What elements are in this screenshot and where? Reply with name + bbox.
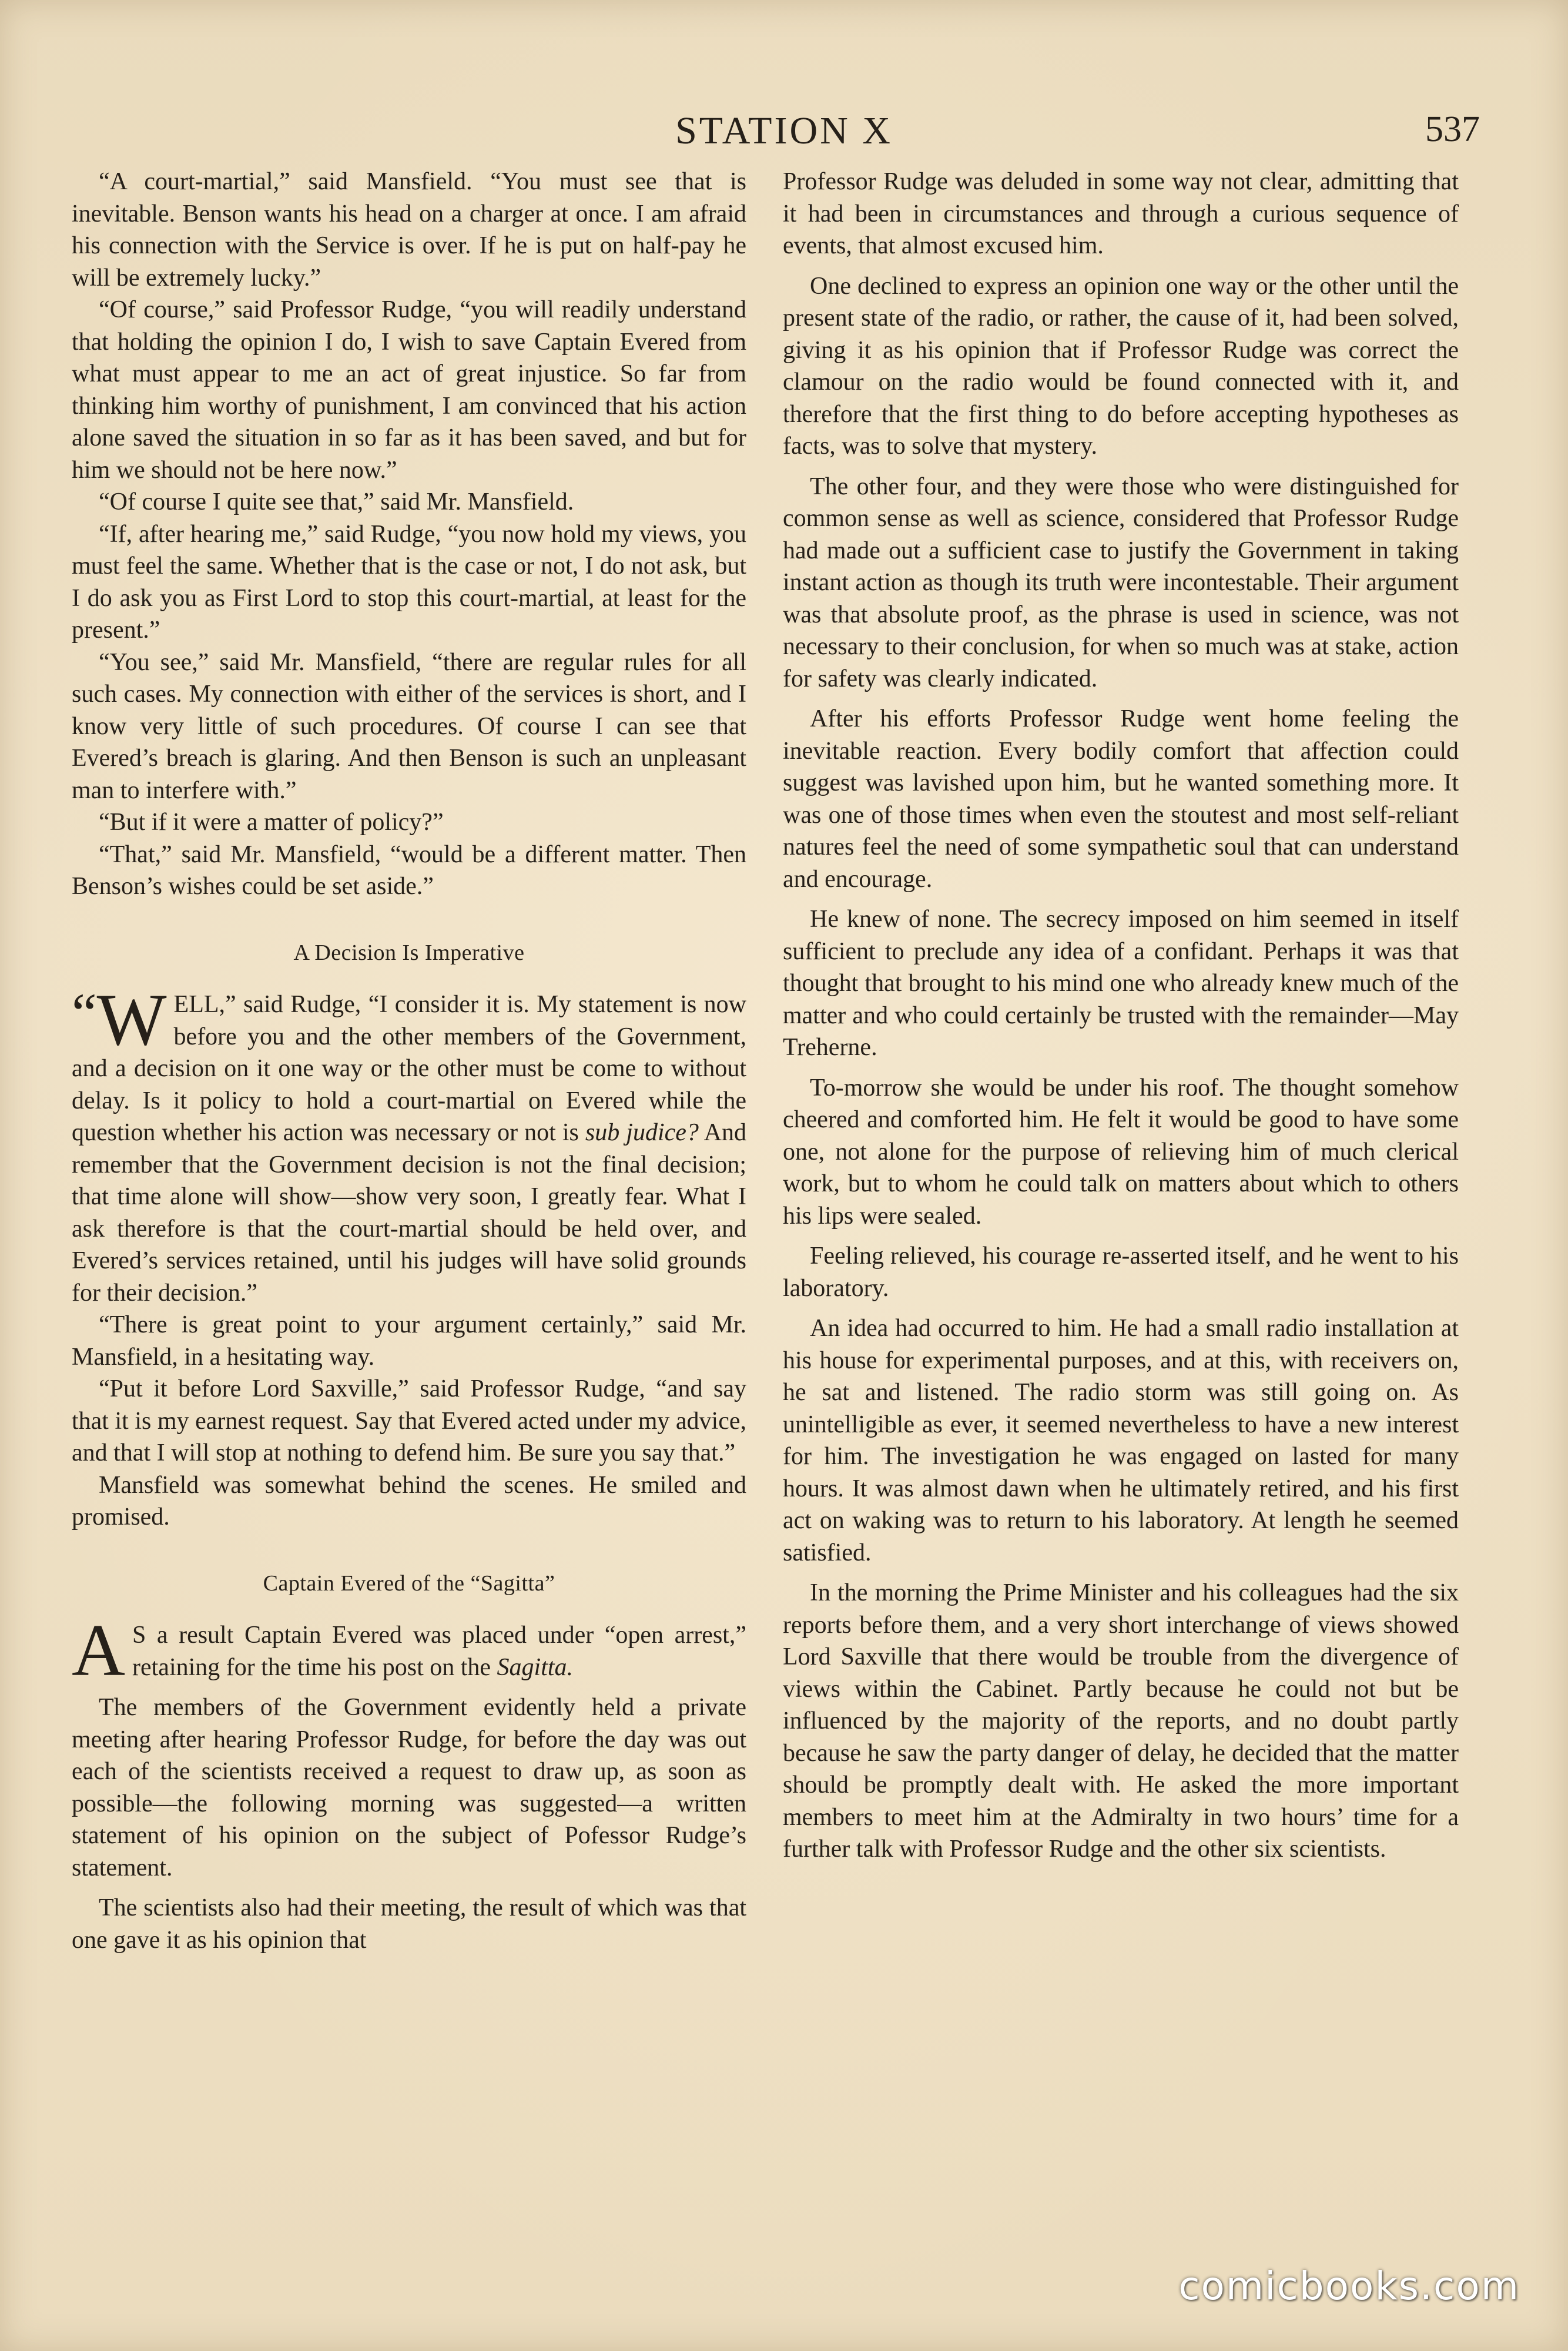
paragraph-with-drop-cap bbox=[72, 1610, 746, 1692]
italic-text: Sagitta. bbox=[497, 1653, 574, 1681]
paragraph: An idea had occurred to him. He had a small radio installation at his house for experimental purposes, and at this, with receivers on, he sat and listened. The radio storm was still going on. As unintelligible as ever, it seemed nevertheless to have a new interest for him. The investigation he was engaged on lasted for many hours. It was almost dawn when he ultimately retired, and his first act on waking was to return to his laboratory. At length he seemed satisfied. bbox=[783, 1315, 1459, 1566]
drop-cap-quote: “ bbox=[72, 982, 97, 1044]
paragraph: “Of course,” said Professor Rudge, “you will readily understand that holding the opinion I do, I wish to save Captain Evered from what must appear to me an act of great injustice. So far from thinking him worthy of punishment, I am convinced that his action alone saved the situation in so far as it has been saved, and but for him we should not be here now.” bbox=[72, 296, 746, 484]
italic-text: sub judice? bbox=[585, 1119, 699, 1146]
paragraph: “A court-martial,” said Mansfield. “You must see that is inevitable. Benson wants his head on a charger at once. I am afraid his connection with the Service is over. If he is put on half-pay he will be extremely lucky.” bbox=[72, 168, 746, 292]
paragraph-text: S a result Captain Evered was placed under “open arrest,” retaining for the time his post on the bbox=[132, 1622, 746, 1681]
paragraph: Professor Rudge was deluded in some way not clear, admitting that it had been in circumstances and through a curious sequence of events, that almost excused him. bbox=[783, 168, 1459, 259]
running-title: STATION X bbox=[675, 109, 893, 152]
paragraph-text: And remember that the Government decision is not the final decision; that time alone will show—show very soon, I greatly fear. What I ask therefore is that the court-martial should be held over, and Evered’s services retained, until his judges will have solid grounds for their decision.” bbox=[72, 1119, 746, 1307]
drop-cap bbox=[72, 979, 167, 1061]
paragraph: “Put it before Lord Saxville,” said Professor Rudge, “and say that it is my earnest request. Say that Evered acted under my advice, and that I will stop at nothing to defend him. Be sure you say that.” bbox=[72, 1375, 746, 1466]
left-column bbox=[72, 166, 746, 1956]
paragraph-text: ELL,” said Rudge, “I consider it is. My statement is now before you and the other members of the Government, and a decision on it one way or the other must be come to without delay. Is it policy to hold a court-martial on Evered while the question whether his action was necessary or not is bbox=[72, 991, 746, 1146]
paragraph: “There is great point to your argument certainly,” said Mr. Mansfield, in a hesitating way. bbox=[72, 1311, 746, 1371]
paragraph: “You see,” said Mr. Mansfield, “there are regular rules for all such cases. My connection with either of the services is short, and I know very little of such procedures. Of course I can see that Evered’s breach is glaring. And then Benson is such an unpleasant man to interfere with.” bbox=[72, 648, 746, 804]
paragraph: In the morning the Prime Minister and his colleagues had the six reports before them, and a very short interchange of views showed Lord Saxville that there would be trouble from the divergence of views within the Cabinet. Partly because he could not but be influenced by the majority of the reports, and no doubt partly because he saw the party danger of delay, he decided that the matter should be promptly dealt with. He asked the more important members to meet him at the Admiralty in two hours’ time for a further talk with Professor Rudge and the other six scientists. bbox=[783, 1579, 1459, 1863]
paragraph-with-drop-cap bbox=[72, 979, 746, 1309]
right-column bbox=[783, 166, 1459, 1866]
page-header bbox=[0, 109, 1568, 162]
paragraph: He knew of none. The secrecy imposed on him seemed in itself sufficient to preclude any idea of a confidant. Perhaps it was that thought that brought to his mind one who already knew much of the matter and who could certainly be trusted with the remainder—May Treherne. bbox=[783, 906, 1459, 1061]
paragraph: The scientists also had their meeting, the result of which was that one gave it as his opinion that bbox=[72, 1894, 746, 1954]
paragraph: After his efforts Professor Rudge went home feeling the inevitable reaction. Every bodily comfort that affection could suggest was lavished upon him, but he wanted something more. It was one of those times when even the stoutest and most self-reliant natures feel the need of some sympathetic soul that can understand and encourage. bbox=[783, 705, 1459, 893]
paragraph: “If, after hearing me,” said Rudge, “you now hold my views, you must feel the same. Whether that is the case or not, I do not ask, but I do ask you as First Lord to stop this court-martial, at least for the present.” bbox=[72, 520, 746, 644]
drop-cap-letter: W bbox=[96, 979, 167, 1061]
paragraph: Mansfield was somewhat behind the scenes. He smiled and promised. bbox=[72, 1471, 746, 1531]
watermark-logo: comicbooks.com bbox=[1178, 2263, 1520, 2309]
paragraph: “But if it were a matter of policy?” bbox=[99, 809, 444, 836]
paragraph: The members of the Government evidently held a private meeting after hearing Professor Rudge, for before the day was out each of the scientists received a request to draw up, as soon as possible—the following morning was suggested—a written statement of his opinion on the subject of Pofessor Rudge’s statement. bbox=[72, 1694, 746, 1881]
paragraph: One declined to express an opinion one way or the other until the present state of the radio, or rather, the cause of it, had been solved, giving it as his opinion that if Professor Rudge was correct the clamour on the radio would be found connected with it, and therefore that the first thing to do before accepting hypotheses as facts, was to solve that mystery. bbox=[783, 272, 1459, 460]
section-subhead: Captain Evered of the “Sagitta” bbox=[263, 1570, 555, 1596]
paragraph: “Of course I quite see that,” said Mr. Mansfield. bbox=[99, 488, 574, 515]
page-number: 537 bbox=[1425, 109, 1480, 149]
paragraph: To-morrow she would be under his roof. The thought somehow cheered and comforted him. He felt it would be good to have some one, not alone for the purpose of relieving him of much clerical work, but to whom he could talk on matters about which to others his lips were sealed. bbox=[783, 1074, 1459, 1230]
paragraph: Feeling relieved, his courage re-asserted itself, and he went to his laboratory. bbox=[783, 1243, 1459, 1302]
paragraph: “That,” said Mr. Mansfield, “would be a different matter. Then Benson’s wishes could be set aside.” bbox=[72, 840, 746, 900]
drop-cap-letter: A bbox=[72, 1610, 125, 1692]
section-subhead: A Decision Is Imperative bbox=[293, 940, 525, 965]
paragraph: The other four, and they were those who were distinguished for common sense as well as science, considered that Professor Rudge had made out a sufficient case to justify the Government in taking instant action as though its truth were incontestable. Their argument was that absolute proof, as the phrase is used in science, was not necessary to their conclusion, for when so much was at stake, action for safety was clearly indicated. bbox=[783, 473, 1459, 692]
